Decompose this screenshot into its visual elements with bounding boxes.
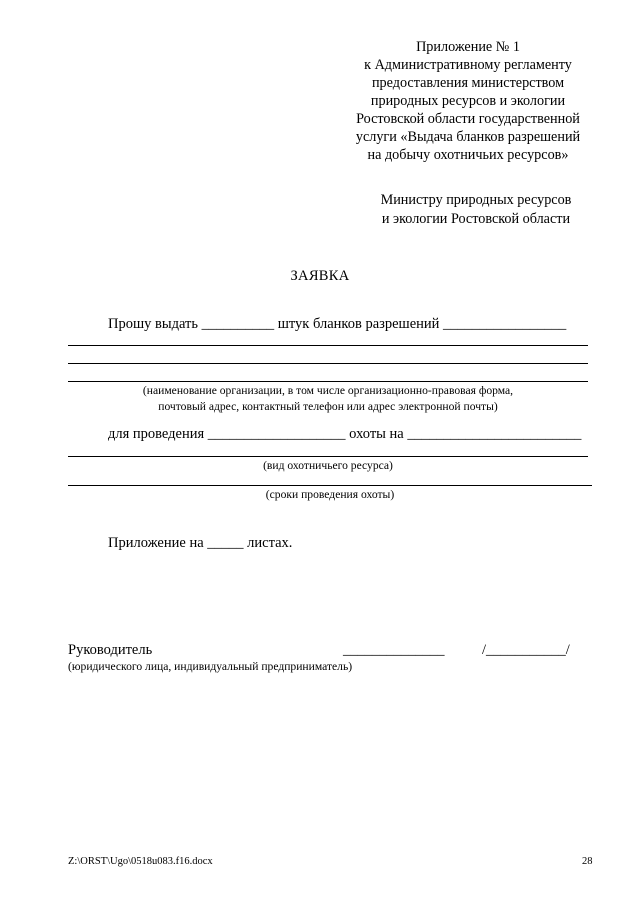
addressee-block bbox=[345, 191, 607, 229]
organization-fill-line bbox=[68, 345, 588, 346]
signature-blank: ______________ bbox=[343, 642, 445, 658]
signature-name-blank: /___________/ bbox=[482, 642, 570, 658]
organization-caption: (наименование организации, в том числе организационно-правовая форма, bbox=[142, 384, 514, 397]
footer-file-path: Z:\ORST\Ugo\0518u083.f16.docx bbox=[68, 856, 213, 867]
addressee-line: и экологии Ростовской области bbox=[381, 211, 571, 227]
request-line: Прошу выдать __________ штук бланков разрешений _________________ bbox=[108, 316, 567, 332]
resource-fill-line bbox=[68, 456, 588, 457]
resource-caption: (вид охотничьего ресурса) bbox=[263, 459, 393, 472]
appendix-block bbox=[330, 38, 606, 164]
organization-fill-line bbox=[68, 381, 588, 382]
signature-label: Руководитель bbox=[68, 642, 153, 658]
document-title: ЗАЯВКА bbox=[290, 268, 350, 284]
signature-caption: (юридического лица, индивидуальный предприниматель) bbox=[68, 660, 353, 673]
addressee-line: Министру природных ресурсов bbox=[380, 192, 572, 208]
dates-caption: (сроки проведения охоты) bbox=[265, 488, 395, 501]
purpose-line: для проведения ___________________ охоты на ________________________ bbox=[108, 426, 582, 442]
page-number: 28 bbox=[582, 856, 593, 867]
appendix-line: на добычу охотничьих ресурсов» bbox=[367, 147, 569, 163]
appendix-line: природных ресурсов и экологии bbox=[370, 93, 566, 109]
attachment-line: Приложение на _____ листах. bbox=[108, 535, 293, 551]
appendix-line: Приложение № 1 bbox=[416, 39, 520, 55]
dates-fill-line bbox=[68, 485, 592, 486]
appendix-line: Ростовской области государственной bbox=[356, 111, 580, 127]
appendix-line: к Административному регламенту bbox=[364, 57, 572, 73]
organization-caption: почтовый адрес, контактный телефон или адрес электронной почты) bbox=[158, 400, 498, 413]
appendix-line: услуги «Выдача бланков разрешений bbox=[355, 129, 581, 145]
organization-fill-line bbox=[68, 363, 588, 364]
appendix-line: предоставления министерством bbox=[371, 75, 565, 91]
